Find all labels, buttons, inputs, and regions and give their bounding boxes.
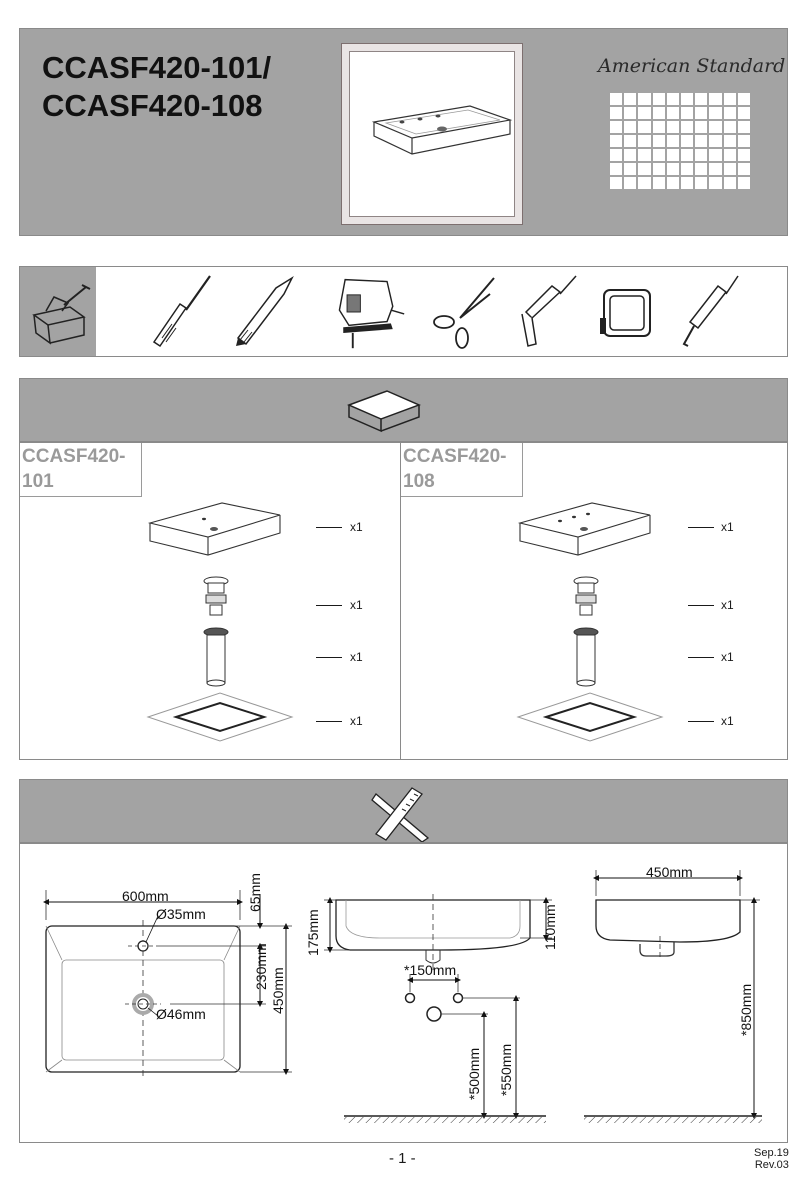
grid-cell — [638, 93, 650, 105]
dimensions-section-header — [19, 779, 788, 843]
dim-depth-label: 450mm — [270, 967, 286, 1014]
brand-logo: American Standard — [598, 55, 786, 77]
grid-cell — [624, 121, 636, 133]
caulk-gun-icon — [676, 272, 746, 352]
language-grid — [610, 93, 750, 189]
grid-cell — [653, 93, 665, 105]
grid-cell — [610, 163, 622, 175]
grid-cell — [738, 93, 750, 105]
grid-cell — [738, 135, 750, 147]
qty-leader — [688, 605, 714, 606]
jigsaw-icon — [328, 272, 408, 352]
grid-cell — [724, 149, 736, 161]
toolbox-icon — [20, 267, 96, 356]
grid-cell — [695, 149, 707, 161]
screwdriver-icon — [148, 272, 218, 352]
grid-cell — [610, 149, 622, 161]
grid-cell — [709, 177, 721, 189]
sink-basin-image — [350, 52, 514, 216]
model-title-line2: CCASF420-108 — [42, 88, 263, 123]
grid-cell — [681, 107, 693, 119]
header-banner — [19, 28, 788, 236]
grid-cell — [695, 121, 707, 133]
grid-cell — [638, 163, 650, 175]
grid-cell — [610, 107, 622, 119]
grid-cell — [638, 149, 650, 161]
grid-cell — [724, 121, 736, 133]
dim-edge-to-tap-label: 65mm — [247, 873, 263, 912]
grid-cell — [695, 135, 707, 147]
front-view-drawing — [320, 880, 560, 1130]
dim-supply-spacing-label: *150mm — [404, 962, 457, 978]
grid-cell — [709, 135, 721, 147]
dim-bowl-height-label: 110mm — [542, 904, 558, 950]
product-image — [349, 51, 515, 217]
parts-drawings-101 — [140, 495, 300, 745]
variant-label-line2: 108 — [403, 471, 435, 492]
qty-leader — [316, 527, 342, 528]
tailpiece-drawing — [204, 628, 228, 686]
grid-cell — [724, 177, 736, 189]
grid-cell — [695, 177, 707, 189]
qty-label: x1 — [721, 598, 734, 612]
grid-cell — [667, 135, 679, 147]
parts-drawings-108 — [510, 495, 670, 745]
grid-cell — [681, 163, 693, 175]
qty-label: x1 — [721, 714, 734, 728]
grid-cell — [667, 149, 679, 161]
grid-cell — [667, 107, 679, 119]
tailpiece-drawing — [574, 628, 598, 686]
grid-cell — [653, 121, 665, 133]
drill-icon — [516, 272, 586, 352]
qty-label: x1 — [350, 520, 363, 534]
grid-cell — [624, 177, 636, 189]
grid-cell — [653, 135, 665, 147]
qty-label: x1 — [350, 598, 363, 612]
grid-cell — [709, 107, 721, 119]
grid-cell — [610, 177, 622, 189]
dim-drain-height-label: *500mm — [466, 1047, 482, 1100]
dim-rim-height-label: *850mm — [738, 983, 754, 1036]
grid-cell — [738, 149, 750, 161]
qty-leader — [688, 527, 714, 528]
grid-cell — [638, 135, 650, 147]
grid-cell — [709, 93, 721, 105]
dim-tap-to-drain-label: 230mm — [253, 943, 269, 990]
grid-cell — [638, 107, 650, 119]
grid-cell — [624, 163, 636, 175]
qty-label: x1 — [350, 714, 363, 728]
qty-label: x1 — [721, 650, 734, 664]
qty-leader — [688, 721, 714, 722]
dim-drain-hole-label: Ø46mm — [156, 1006, 206, 1022]
qty-label: x1 — [721, 520, 734, 534]
grid-cell — [738, 177, 750, 189]
grid-cell — [709, 163, 721, 175]
parts-section-header — [19, 378, 788, 442]
grid-cell — [667, 121, 679, 133]
model-title-line1: CCASF420-101/ — [42, 50, 272, 85]
grid-cell — [681, 121, 693, 133]
qty-leader — [688, 657, 714, 658]
variant-label-line1: CCASF420- — [22, 446, 126, 467]
pencil-ruler-icon — [368, 784, 438, 842]
dim-side-depth-label: 450mm — [646, 864, 693, 880]
variant-label-line1: CCASF420- — [403, 446, 507, 467]
grid-cell — [738, 107, 750, 119]
qty-leader — [316, 605, 342, 606]
revision-info — [754, 1147, 789, 1171]
grid-cell — [638, 121, 650, 133]
variant-label-108 — [401, 443, 523, 497]
grid-cell — [638, 177, 650, 189]
grid-cell — [724, 135, 736, 147]
grid-cell — [667, 93, 679, 105]
grid-cell — [709, 149, 721, 161]
pop-up-drain-drawing — [574, 577, 598, 615]
revision-number: Rev.03 — [754, 1159, 789, 1171]
grid-cell — [624, 93, 636, 105]
parts-box-icon — [345, 387, 425, 437]
page-number: - 1 - — [389, 1150, 416, 1167]
qty-leader — [316, 657, 342, 658]
grid-cell — [653, 149, 665, 161]
product-image-frame — [341, 43, 523, 225]
grid-cell — [610, 93, 622, 105]
dim-height-label: 175mm — [305, 909, 321, 956]
grid-cell — [681, 149, 693, 161]
grid-cell — [695, 163, 707, 175]
grid-cell — [667, 177, 679, 189]
grid-cell — [724, 93, 736, 105]
grid-cell — [653, 177, 665, 189]
grid-cell — [724, 163, 736, 175]
grid-cell — [695, 93, 707, 105]
grid-cell — [738, 163, 750, 175]
grid-cell — [610, 121, 622, 133]
model-title — [42, 49, 271, 125]
grid-cell — [681, 93, 693, 105]
revision-date: Sep.19 — [754, 1147, 789, 1159]
grid-cell — [738, 121, 750, 133]
variant-label-line2: 101 — [22, 471, 54, 492]
cutout-template-drawing — [148, 693, 292, 741]
grid-cell — [667, 163, 679, 175]
grid-cell — [624, 149, 636, 161]
qty-label: x1 — [350, 650, 363, 664]
grid-cell — [724, 107, 736, 119]
tape-measure-icon — [594, 272, 664, 352]
cutout-template-drawing — [518, 693, 662, 741]
toolbox-cell — [20, 267, 96, 356]
basin-drawing — [150, 503, 280, 555]
basin-drawing — [520, 503, 650, 555]
dim-width-label: 600mm — [122, 888, 169, 904]
grid-cell — [624, 107, 636, 119]
grid-cell — [653, 163, 665, 175]
grid-cell — [709, 121, 721, 133]
pencil-icon — [232, 272, 302, 352]
dim-supply-height-label: *550mm — [498, 1043, 514, 1096]
grid-cell — [624, 135, 636, 147]
scissors-icon — [430, 272, 500, 352]
grid-cell — [681, 177, 693, 189]
grid-cell — [610, 135, 622, 147]
grid-cell — [681, 135, 693, 147]
grid-cell — [695, 107, 707, 119]
grid-cell — [653, 107, 665, 119]
variant-label-101 — [20, 443, 142, 497]
pop-up-drain-drawing — [204, 577, 228, 615]
tools-strip — [19, 266, 788, 357]
dim-tap-hole-label: Ø35mm — [156, 906, 206, 922]
qty-leader — [316, 721, 342, 722]
